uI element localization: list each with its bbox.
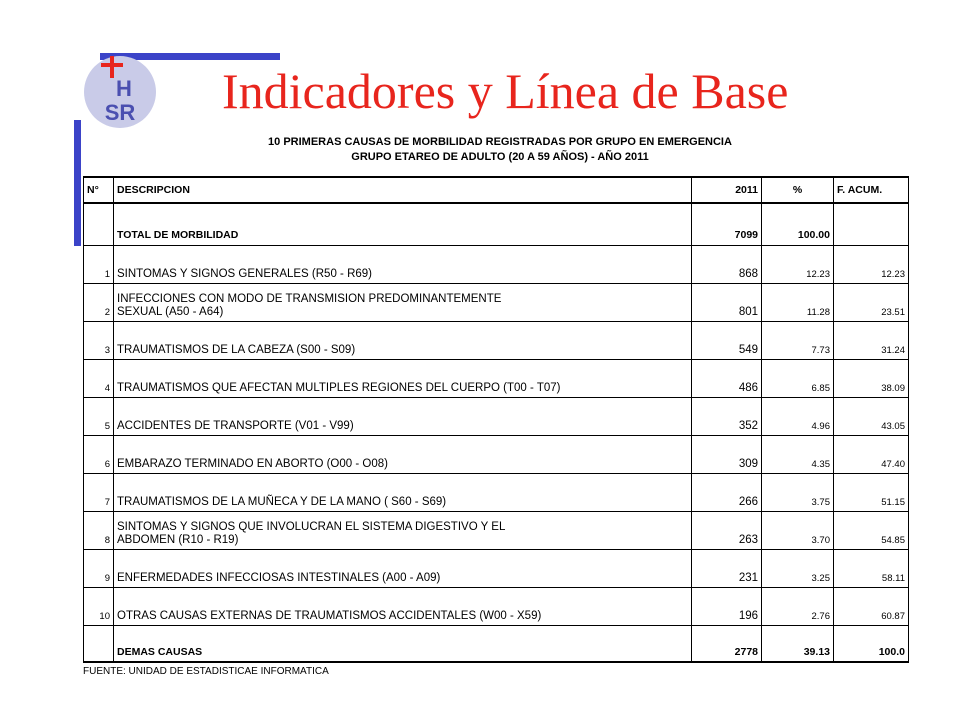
row-desc: [114, 322, 692, 360]
table-subtitle-2: GRUPO ETAREO DE ADULTO (20 A 59 AÑOS) - AÑO 2011: [351, 151, 649, 163]
row-desc: [114, 246, 692, 284]
row-acum: 51.15: [834, 474, 909, 512]
demas-acum: 100.0: [834, 626, 909, 663]
table-row: [84, 436, 909, 474]
row-pct: 4.96: [762, 398, 834, 436]
table-row: [84, 398, 909, 436]
row-no: 4: [84, 360, 114, 398]
row-year: 263: [692, 512, 762, 550]
logo-letters-top: H: [116, 76, 132, 101]
row-desc-line: SINTOMAS Y SIGNOS QUE INVOLUCRAN EL SISTEMA DIGESTIVO Y EL: [117, 521, 506, 533]
total-year: 7099: [692, 203, 762, 246]
header-acum: F. ACUM.: [834, 177, 909, 203]
row-desc: [114, 284, 692, 322]
table-row: [84, 246, 909, 284]
row-desc: [114, 512, 692, 550]
total-pct: 100.00: [762, 203, 834, 246]
row-pct: 12.23: [762, 246, 834, 284]
total-desc: TOTAL DE MORBILIDAD: [114, 203, 692, 246]
row-desc-line: TRAUMATISMOS DE LA MUÑECA Y DE LA MANO ( S60 - S69): [117, 496, 447, 508]
table-row: [84, 474, 909, 512]
row-pct: 11.28: [762, 284, 834, 322]
row-pct: 6.85: [762, 360, 834, 398]
row-pct: 4.35: [762, 436, 834, 474]
table-row: [84, 360, 909, 398]
row-acum: 43.05: [834, 398, 909, 436]
accent-bar-vertical: [74, 120, 81, 246]
demas-desc: DEMAS CAUSAS: [114, 626, 692, 663]
row-desc-line: ENFERMEDADES INFECCIOSAS INTESTINALES (A00 - A09): [117, 572, 441, 584]
table-row: [84, 284, 909, 322]
row-desc-line: ACCIDENTES DE TRANSPORTE (V01 - V99): [117, 420, 354, 432]
demas-year: 2778: [692, 626, 762, 663]
row-acum: 23.51: [834, 284, 909, 322]
row-acum: 31.24: [834, 322, 909, 360]
table-row: [84, 588, 909, 626]
row-pct: 3.75: [762, 474, 834, 512]
header-desc: DESCRIPCION: [114, 177, 692, 203]
table-subtitle-1: 10 PRIMERAS CAUSAS DE MORBILIDAD REGISTRADAS POR GRUPO EN EMERGENCIA: [268, 136, 732, 148]
row-acum: 47.40: [834, 436, 909, 474]
table-row: [84, 550, 909, 588]
table-row: [84, 512, 909, 550]
row-year: 196: [692, 588, 762, 626]
demas-row: [84, 626, 909, 663]
row-desc-line: TRAUMATISMOS QUE AFECTAN MULTIPLES REGIONES DEL CUERPO (T00 - T07): [117, 382, 561, 394]
row-no: 3: [84, 322, 114, 360]
row-no: 6: [84, 436, 114, 474]
row-desc: [114, 360, 692, 398]
row-desc: [114, 550, 692, 588]
row-acum: 58.11: [834, 550, 909, 588]
row-desc: [114, 436, 692, 474]
row-acum: 60.87: [834, 588, 909, 626]
row-year: 231: [692, 550, 762, 588]
row-year: 352: [692, 398, 762, 436]
header-pct: %: [762, 177, 834, 203]
row-desc-line: OTRAS CAUSAS EXTERNAS DE TRAUMATISMOS ACCIDENTALES (W00 - X59): [117, 610, 542, 622]
row-desc-line: SINTOMAS Y SIGNOS GENERALES (R50 - R69): [117, 268, 372, 280]
row-desc: [114, 588, 692, 626]
row-desc-line: ABDOMEN (R10 - R19): [117, 534, 239, 546]
row-pct: 7.73: [762, 322, 834, 360]
total-row: [84, 203, 909, 246]
row-no: 2: [84, 284, 114, 322]
row-desc: [114, 474, 692, 512]
row-pct: 3.70: [762, 512, 834, 550]
row-no: 1: [84, 246, 114, 284]
row-desc-line: SEXUAL (A50 - A64): [117, 306, 224, 318]
row-year: 868: [692, 246, 762, 284]
row-no: 10: [84, 588, 114, 626]
demas-pct: 39.13: [762, 626, 834, 663]
header-year: 2011: [692, 177, 762, 203]
row-pct: 2.76: [762, 588, 834, 626]
row-desc-line: INFECCIONES CON MODO DE TRANSMISION PREDOMINANTEMENTE: [117, 293, 502, 305]
row-year: 309: [692, 436, 762, 474]
row-year: 266: [692, 474, 762, 512]
row-no: 9: [84, 550, 114, 588]
row-acum: 38.09: [834, 360, 909, 398]
row-desc: [114, 398, 692, 436]
row-year: 549: [692, 322, 762, 360]
row-year: 801: [692, 284, 762, 322]
row-pct: 3.25: [762, 550, 834, 588]
row-acum: 54.85: [834, 512, 909, 550]
table-row: [84, 322, 909, 360]
row-year: 486: [692, 360, 762, 398]
source-footnote: FUENTE: UNIDAD DE ESTADISTICAE INFORMATICA: [83, 666, 329, 677]
row-desc-line: EMBARAZO TERMINADO EN ABORTO (O00 - O08): [117, 458, 388, 470]
table-header-row: [84, 177, 909, 203]
row-no: 8: [84, 512, 114, 550]
logo-letters-bottom: SR: [104, 100, 136, 125]
row-desc-line: TRAUMATISMOS DE LA CABEZA (S00 - S09): [117, 344, 356, 356]
page-title: Indicadores y Línea de Base: [222, 63, 789, 119]
morbidity-table: [83, 176, 909, 663]
header-no: N°: [84, 177, 114, 203]
row-no: 7: [84, 474, 114, 512]
row-no: 5: [84, 398, 114, 436]
row-acum: 12.23: [834, 246, 909, 284]
hsr-logo-icon: [80, 50, 160, 130]
